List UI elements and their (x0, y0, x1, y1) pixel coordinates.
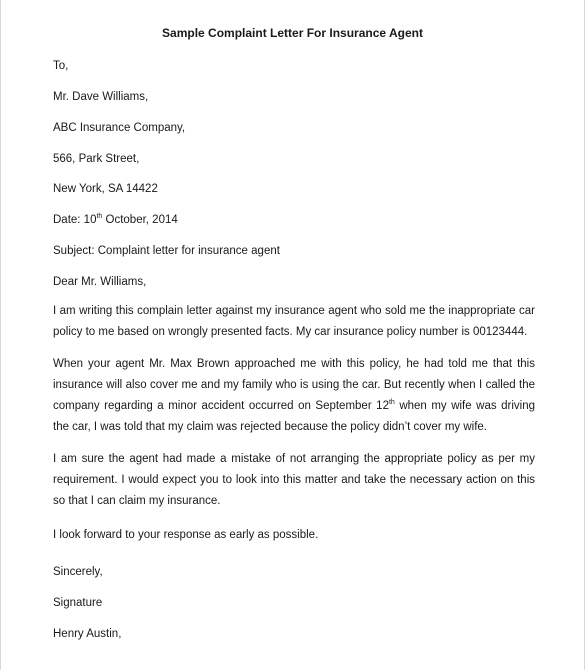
date-suffix: October, 2014 (102, 214, 178, 226)
paragraph-1: I am writing this complain letter against my insurance agent who sold me the inappropriate car policy to me based on wrongly presented facts. My car insurance policy number is 00123444. (53, 305, 535, 338)
subject-line: Subject: Complaint letter for insurance agent (53, 245, 280, 257)
letter-date (53, 213, 178, 227)
signature: Signature (53, 597, 103, 609)
paragraph-2-part-1: When your agent Mr. Max Brown approached me with this policy, he had told me that this insurance will also cover me and my family who is using the car. But recently when I called the company regarding a minor accident occurred on September 12 (53, 358, 535, 412)
recipient-company: ABC Insurance Company, (53, 122, 186, 134)
recipient-street: 566, Park Street, (53, 153, 140, 165)
letter-title: Sample Complaint Letter For Insurance Agent (162, 26, 423, 40)
sender-name: Henry Austin, (53, 628, 122, 640)
recipient-name: Mr. Dave Williams, (53, 91, 149, 103)
to-line: To, (53, 60, 69, 72)
date-ordinal: th (96, 213, 103, 221)
paragraph-2-ordinal: th (388, 399, 395, 407)
paragraph-2-part-2: when my wife was driving the car, I was told that my claim was rejected because the policy didn’t cover my wife. (53, 400, 536, 433)
paragraph-3: I am sure the agent had made a mistake of not arranging the appropriate policy as per my requirement. I would expect you to look into this matter and take the necessary action on this so that I can claim my insurance. (53, 453, 535, 507)
recipient-city: New York, SA 14422 (53, 183, 158, 195)
closing: Sincerely, (53, 566, 103, 578)
date-prefix: Date: 10 (53, 214, 97, 226)
paragraph-2 (53, 354, 535, 438)
salutation: Dear Mr. Williams, (53, 276, 147, 288)
paragraph-4: I look forward to your response as early as possible. (53, 529, 319, 541)
